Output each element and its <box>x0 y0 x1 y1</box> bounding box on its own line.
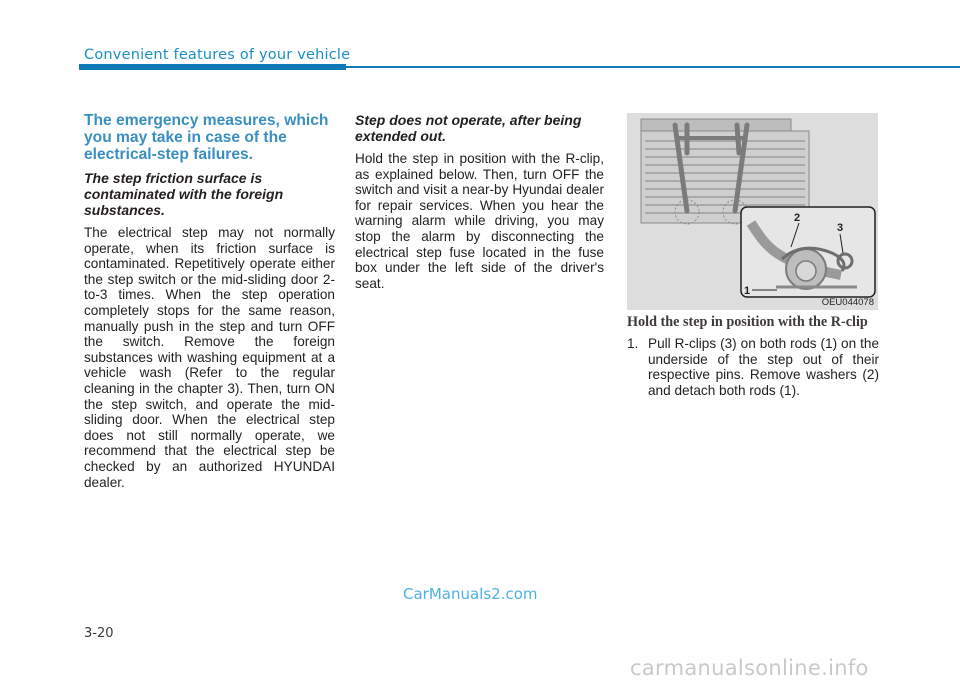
figure-code: OEU044078 <box>821 297 874 308</box>
figure-caption: Hold the step in position with the R-clip <box>627 314 868 330</box>
friction-surface-subhead: The step friction surface is contaminated with the foreign substances. <box>84 170 284 218</box>
r-clip-illustration-svg <box>627 113 878 310</box>
step-number: 1. <box>627 336 639 351</box>
carmanuals2-watermark-link[interactable]: CarManuals2.com <box>403 585 538 603</box>
section-title: Convenient features of your vehicle <box>84 47 351 63</box>
callout-1: 1 <box>744 285 751 297</box>
callout-2: 2 <box>794 212 801 224</box>
column-middle <box>355 112 604 291</box>
instruction-step <box>627 336 879 398</box>
emergency-measures-heading: The emergency measures, which you may take in case of the electrical-step failures. <box>84 112 329 163</box>
carmanualsonline-watermark: carmanualsonline.info <box>630 656 869 680</box>
header-rule-thin <box>346 66 960 68</box>
callout-3: 3 <box>837 222 844 234</box>
page-number: 3-20 <box>84 626 114 641</box>
step-not-operate-subhead: Step does not operate, after being extended out. <box>355 112 582 144</box>
header-rule-thick <box>79 64 346 70</box>
column-left <box>84 112 335 490</box>
r-clip-illustration <box>627 113 878 310</box>
friction-surface-paragraph: The electrical step may not normally operate, when its friction surface is contaminated. Repetitively operate either the step switch or the mid-sliding door 2-to-3 times. When the step operation completely stops for the same reason, manually push in the step and turn OFF the switch. Remove the foreign substances with washing equipment at a vehicle wash (Refer to the regular cleaning in the chapter 3). Then, turn ON the step switch, and operate the mid-sliding door. When the electrical step does not still normally operate, we recommend that the electrical step be checked by an authorized HYUNDAI dealer. <box>84 225 335 490</box>
step-text: Pull R-clips (3) on both rods (1) on the underside of the step out of their respective pins. Remove washers (2) and detach both rods (1). <box>648 336 879 398</box>
column-right <box>627 314 879 398</box>
step-not-operate-paragraph: Hold the step in position with the R-clip, as explained below. Then, turn OFF the switch and visit a near-by Hyundai dealer for repair services. When you hear the warning alarm while driving, you may stop the alarm by disconnecting the electrical step fuse located in the fuse box under the left side of the driver's seat. <box>355 151 604 291</box>
